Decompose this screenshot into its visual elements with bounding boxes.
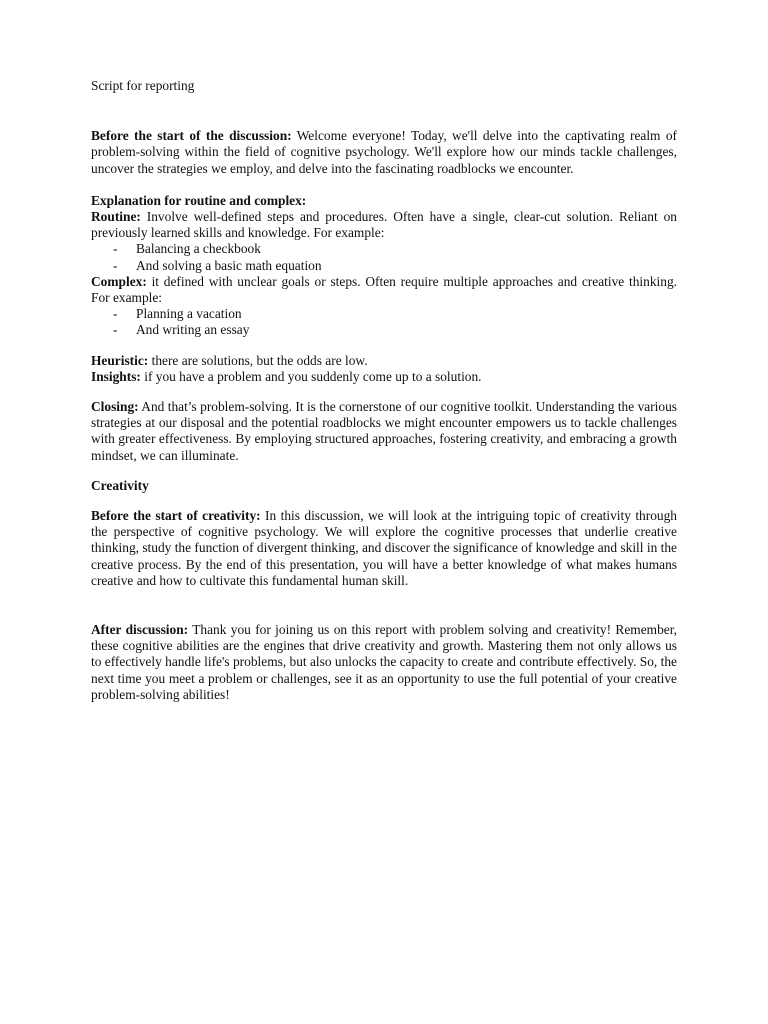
after-discussion-paragraph bbox=[91, 622, 677, 703]
creativity-intro-label: Before the start of creativity: bbox=[91, 508, 261, 524]
routine-list bbox=[91, 241, 677, 273]
list-item-text: Planning a vacation bbox=[136, 306, 242, 322]
list-dash: - bbox=[113, 322, 118, 338]
list-item-text: And writing an essay bbox=[136, 322, 250, 338]
after-discussion-text: Thank you for joining us on this report with problem solving and creativity! Remember, these cognitive abilities are the engines that drive creativity and growth. Mastering them not only allows us to effectively handle life's problems, but also unlocks the capacity to create and contribute effectively. So, the next time you meet a problem or challenges, see it as an opportunity to use the full potential of your creative problem-solving abilities! bbox=[91, 622, 677, 702]
heuristic-text: there are solutions, but the odds are low. bbox=[148, 352, 368, 368]
insights-paragraph bbox=[91, 369, 677, 385]
list-item bbox=[91, 306, 677, 322]
creativity-heading: Creativity bbox=[91, 477, 149, 493]
insights-label: Insights: bbox=[91, 368, 141, 384]
list-item bbox=[91, 241, 677, 257]
insights-text: if you have a problem and you suddenly come up to a solution. bbox=[140, 368, 482, 384]
list-item bbox=[91, 258, 677, 274]
spacer bbox=[91, 589, 677, 622]
spacer bbox=[91, 494, 677, 508]
closing-text: And that’s problem-solving. It is the cornerstone of our cognitive toolkit. Understanding the various strategies at our disposal and the potential roadblocks we might encounter empowers us to tackle challenges with greater effectiveness. By employing structured approaches, fostering creativity, and embracing a growth mindset, we can illuminate. bbox=[91, 399, 677, 463]
routine-label: Routine: bbox=[91, 209, 141, 225]
list-item bbox=[91, 322, 677, 338]
after-discussion-label: After discussion: bbox=[91, 622, 189, 638]
heuristic-paragraph bbox=[91, 353, 677, 369]
routine-paragraph bbox=[91, 209, 677, 241]
spacer bbox=[91, 339, 677, 353]
complex-list bbox=[91, 306, 677, 338]
creativity-intro-paragraph bbox=[91, 508, 677, 589]
complex-text: it defined with unclear goals or steps. Often require multiple approaches and creative thinking. For example: bbox=[91, 273, 677, 306]
spacer bbox=[91, 177, 677, 193]
complex-label: Complex: bbox=[91, 273, 147, 289]
routine-text: Involve well-defined steps and procedures. Often have a single, clear-cut solution. Reliant on previously learned skills and knowledge. For example: bbox=[91, 209, 677, 241]
list-item-text: Balancing a checkbook bbox=[136, 241, 261, 257]
complex-paragraph bbox=[91, 274, 677, 306]
list-dash: - bbox=[113, 241, 118, 257]
document-title: Script for reporting bbox=[91, 78, 195, 93]
explanation-heading: Explanation for routine and complex: bbox=[91, 192, 307, 208]
list-item-text: And solving a basic math equation bbox=[136, 257, 322, 273]
intro-paragraph bbox=[91, 128, 677, 177]
closing-paragraph bbox=[91, 399, 677, 464]
spacer bbox=[91, 94, 677, 128]
heuristic-label: Heuristic: bbox=[91, 352, 149, 368]
spacer bbox=[91, 464, 677, 478]
closing-label: Closing: bbox=[91, 399, 139, 415]
spacer bbox=[91, 385, 677, 399]
creativity-intro-text: In this discussion, we will look at the intriguing topic of creativity through the perspective of cognitive psychology. We will explore the cognitive processes that underlie creative thinking, study the function of divergent thinking, and discover the significance of knowledge and skill in the creative process. By the end of this presentation, you will have a better knowledge of what makes humans creative and how to cultivate this fundamental human skill. bbox=[91, 508, 677, 588]
list-dash: - bbox=[113, 306, 118, 322]
list-dash: - bbox=[113, 257, 118, 273]
intro-label: Before the start of the discussion: bbox=[91, 128, 292, 144]
intro-text: Welcome everyone! Today, we'll delve into the captivating realm of problem-solving within the field of cognitive psychology. We'll explore how our minds tackle challenges, uncover the strategies we employ, and delve into the fascinating roadblocks we encounter. bbox=[91, 128, 677, 176]
document-page bbox=[91, 78, 677, 703]
